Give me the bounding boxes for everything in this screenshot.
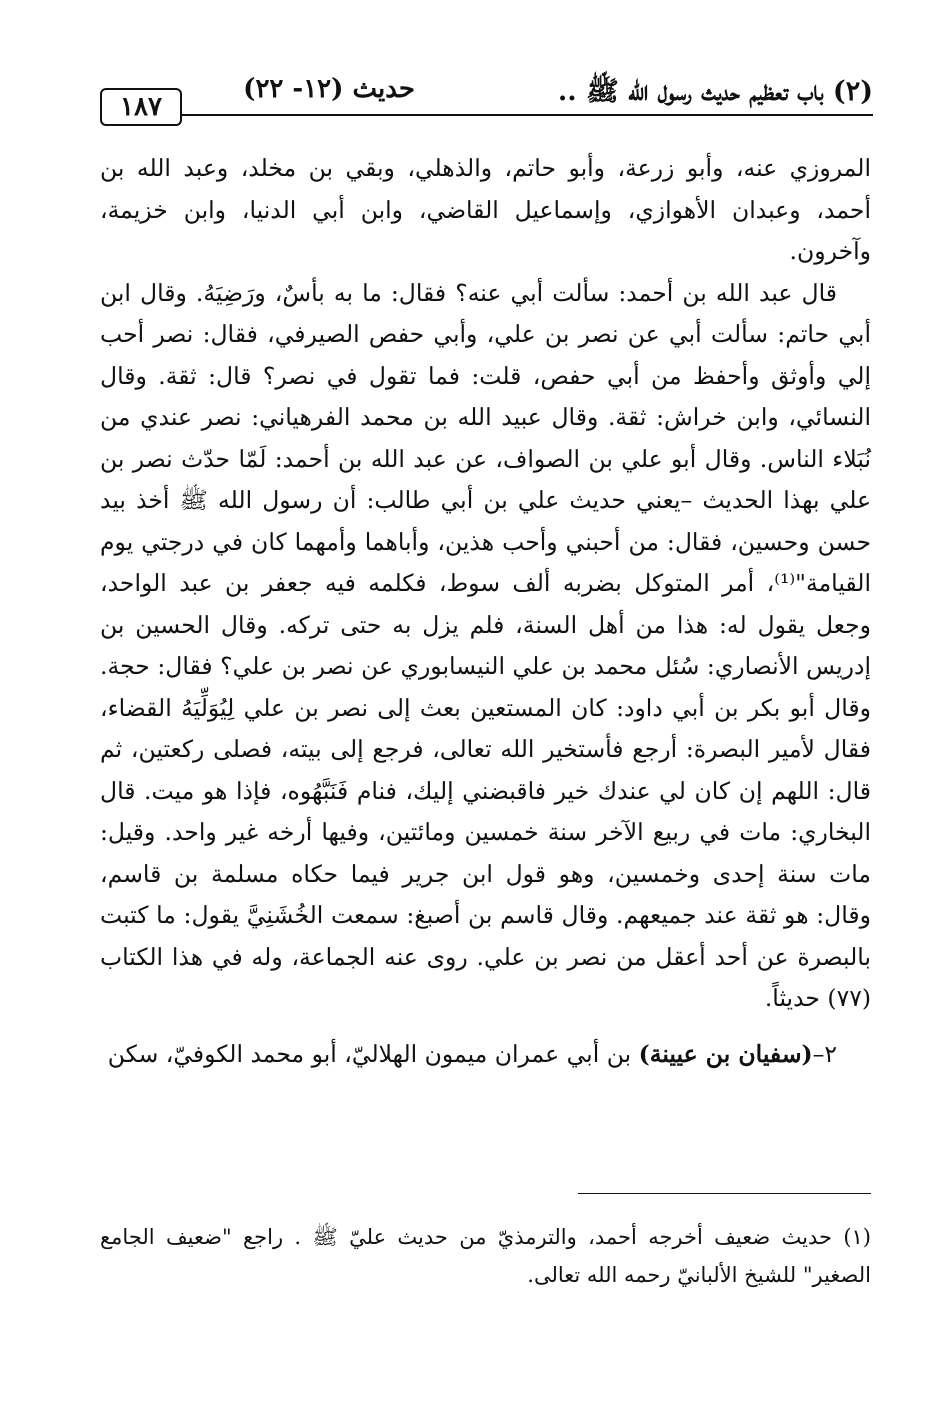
paragraph-3 bbox=[100, 1034, 871, 1076]
chapter-title: (٢) باب تعظيم حديث رسول الله ﷺ .. bbox=[557, 76, 873, 107]
main-text bbox=[100, 148, 871, 1075]
paragraph-2: قال عبد الله بن أحمد: سألت أبي عنه؟ فقال: ما به بأسٌ، ورَضِيَهُ. وقال ابن أبي حاتم: سألت أبي عن نصر بن علي، وأبي حفص الصيرفي، فقال: نصر أحب إلي وأوثق وأحفظ من أبي حفص، قلت: فما تقول في نصر؟ قال: ثقة. وقال النسائي، وابن خراش: ثقة. وقال عبيد الله بن محمد الفرهياني: نصر عندي من نُبَلاء الناس. وقال أبو علي بن الصواف، عن عبد الله بن أحمد: لَمّا حدّث نصر بن علي بهذا الحديث –يعني حديث علي بن أبي طالب: أن رسول الله ﷺ أخذ بيد حسن وحسين، فقال: من أحبني وأحب هذين، وأباهما وأمهما كان في درجتي يوم القيامة"⁽¹⁾، أمر المتوكل بضربه ألف سوط، فكلمه فيه جعفر بن عبد الواحد، وجعل يقول له: هذا من أهل السنة، فلم يزل به حتى تركه. وقال الحسين بن إدريس الأنصاري: سُئل محمد بن علي النيسابوري عن نصر بن علي؟ فقال: حجة. وقال أبو بكر بن أبي داود: كان المستعين بعث إلى نصر بن علي لِيُوَلِّيَهُ القضاء، فقال لأمير البصرة: أرجع فأستخير الله تعالى، فرجع إلى بيته، فصلى ركعتين، ثم قال: اللهم إن كان لي عندك خير فاقبضني إليك، فنام فَنَبَّهُوه، فإذا هو ميت. قال البخاري: مات في ربيع الآخر سنة خمسين ومائتين، وفيها أرخه غير واحد. وقيل: مات سنة إحدى وخمسين، وهو قول ابن جرير فيما حكاه مسلمة بن قاسم، وقال: هو ثقة عند جميعهم. وقال قاسم بن أصبغ: سمعت الخُشَنِيَّ يقول: ما كتبت بالبصرة عن أحد أعقل من نصر بن علي. روى عنه الجماعة، وله في هذا الكتاب (٧٧) حديثاً. bbox=[100, 278, 871, 1012]
footnotes bbox=[100, 1218, 871, 1294]
footnote-1: (١) حديث ضعيف أخرجه أحمد، والترمذيّ من حديث عليّ ﷺ . راجع "ضعيف الجامع الصغير" للشيخ الألبانيّ رحمه الله تعالى. bbox=[100, 1225, 871, 1287]
entry-number: ٢– bbox=[812, 1039, 837, 1068]
narrator-name: (سفيان بن عيينة) bbox=[638, 1039, 813, 1068]
header-rule bbox=[178, 114, 873, 116]
paragraph-3-text: بن أبي عمران ميمون الهلاليّ، أبو محمد الكوفيّ، سكن bbox=[107, 1039, 639, 1068]
page-number: ١٨٧ bbox=[100, 88, 182, 126]
page-header bbox=[100, 68, 873, 126]
footnote-rule bbox=[578, 1193, 871, 1194]
paragraph-1: المروزي عنه، وأبو زرعة، وأبو حاتم، والذهلي، وبقي بن مخلد، وعبد الله بن أحمد، وعبدان الأهوازي، وإسماعيل القاضي، وابن أبي الدنيا، وابن خزيمة، وآخرون. bbox=[100, 154, 871, 265]
hadith-range: حديث (١٢- ٢٢) bbox=[243, 74, 415, 104]
